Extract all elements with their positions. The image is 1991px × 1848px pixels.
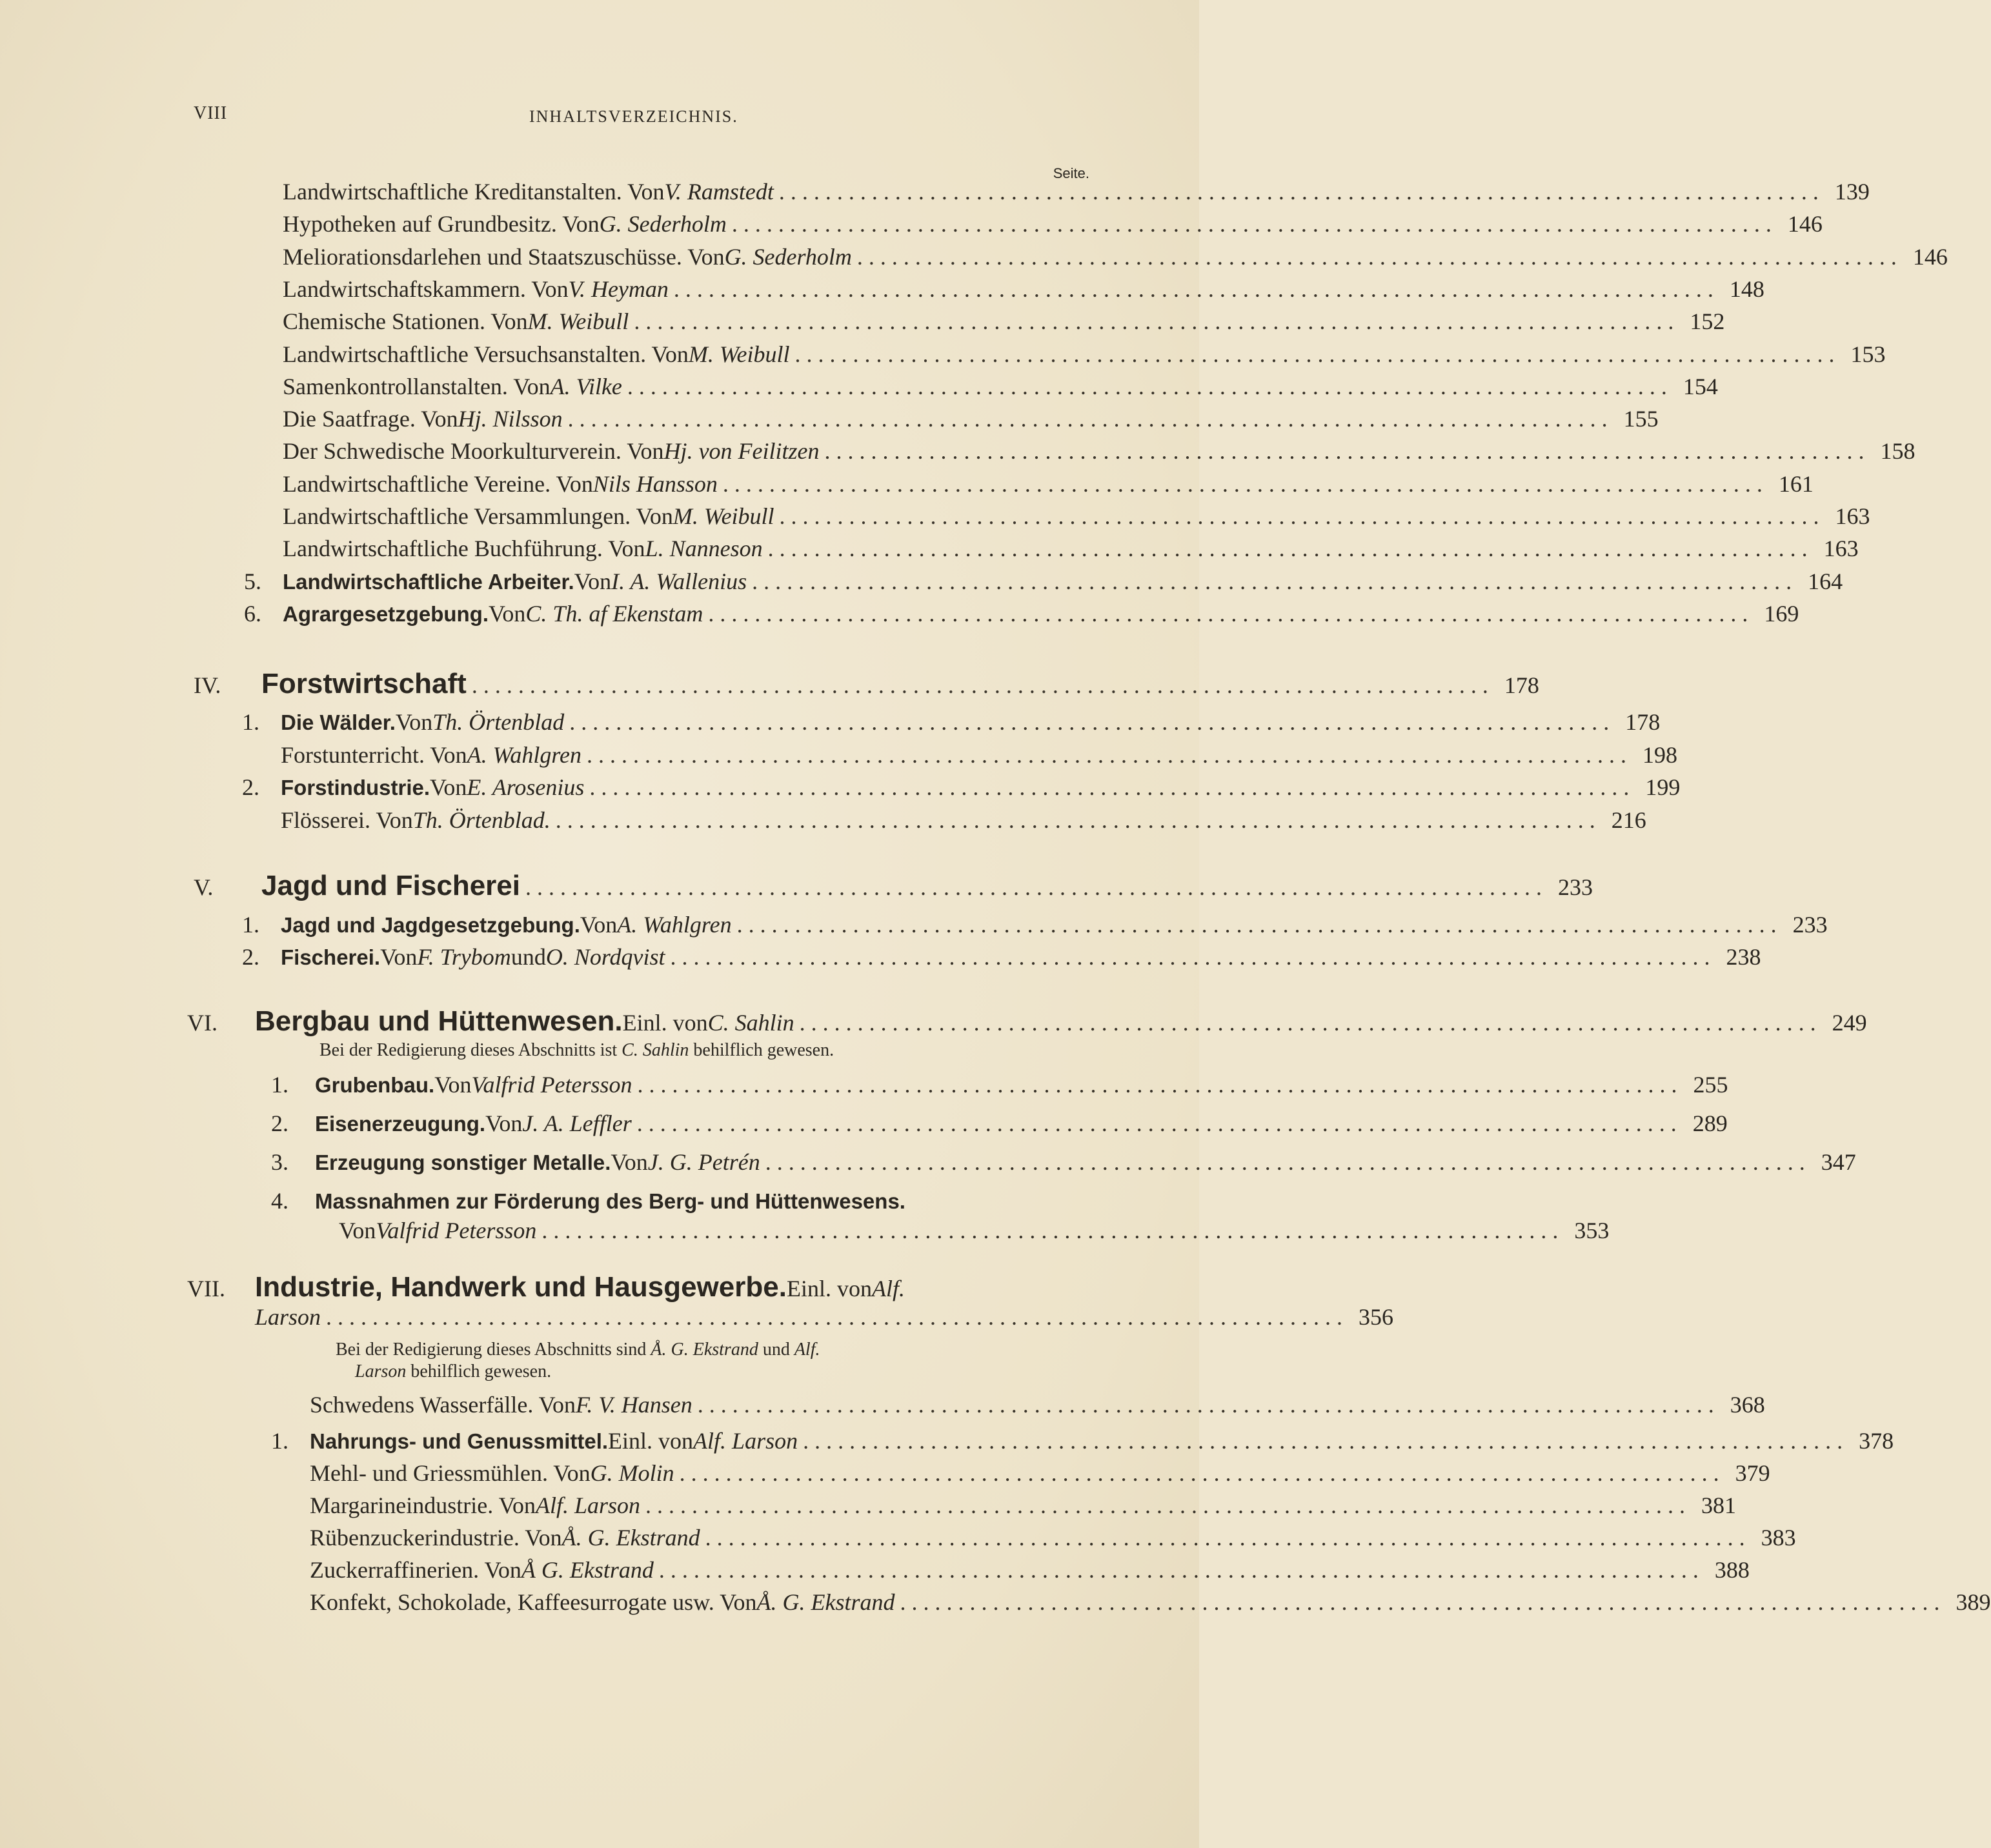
leader-dots: ........................................................................................ [471,672,1494,698]
entry-text: Von [434,1072,472,1098]
page-ref: 163 [1835,503,1870,529]
entry-title-bold: Agrargesetzgebung. [283,601,489,626]
entry-author: Alf. Larson [535,1492,641,1518]
leader-dots: .......................................................................................... [636,1110,1683,1136]
note-author-2: Alf. [794,1340,820,1360]
entry-author: J. A. Leffler [522,1110,632,1136]
leader-dots: .......................................................................................... [637,1072,1683,1098]
leader-dots: .......................................................................................... [779,503,1825,529]
leader-dots: ........................................................................................ [697,1392,1720,1418]
toc-entry [271,1187,1102,1221]
leader-dots: .......................................................................................... [736,912,1783,938]
toc-entry [283,308,1725,341]
page-ref: 216 [1611,807,1646,833]
entry-title-bold: Die Wälder. [281,710,396,734]
entry-title-bold: Nahrungs- und Genussmittel. [310,1429,609,1453]
toc-entry [281,741,1677,775]
leader-dots: .......................................................................................... [778,179,1824,205]
entry-author: A. Vilke [550,373,622,399]
entry-author: Å. G. Ekstrand [561,1525,700,1551]
entry-author: G. Sederholm [724,243,852,270]
section-title: Jagd und Fischerei [261,870,520,901]
entry-author: Th. Örtenblad [432,709,565,735]
entry-text: Landwirtschaftskammern. Von [283,276,569,302]
entry-text: Flösserei. Von [281,807,413,833]
leader-dots: .......................................................................................... [731,211,1777,237]
entry-author: Th. Örtenblad. [412,807,551,833]
entry-text: Von [485,1110,523,1136]
entry-author: V. Heyman [568,276,669,302]
toc-entry [283,276,1764,309]
page-ref: 233 [1557,874,1593,900]
entry-text: Landwirtschaftliche Kreditanstalten. Von [283,179,665,205]
section-roman: V. [194,874,214,900]
entry-author: Alf. Larson [693,1428,798,1454]
leader-dots: .......................................................................................... [803,1428,1849,1454]
entry-text: Von [611,1149,648,1175]
page-ref: 383 [1761,1525,1796,1551]
note-text-mid: und [758,1340,794,1360]
entry-number: 1. [271,1428,288,1454]
entry-author: Valfrid Petersson [376,1218,537,1243]
page-ref: 139 [1834,179,1870,205]
entry-title-bold: Fischerei. [281,945,381,969]
toc-entry [283,405,1659,439]
entry-author: F. Trybom [417,944,511,970]
entry-title-bold: Landwirtschaftliche Arbeiter. [283,569,574,594]
entry-number: 5. [244,568,261,594]
toc-entry [242,708,1661,742]
entry-author: Hj. von Feilitzen [663,438,820,465]
page-ref: 368 [1730,1392,1765,1418]
entry-author: F. V. Hansen [576,1392,692,1418]
einl-author-continued: Larson [255,1304,321,1330]
entry-text: Forstunterricht. Von [281,741,467,768]
entry-author: G. Sederholm [599,211,727,237]
page-ref: 154 [1683,373,1718,399]
leader-dots: .......................................................................................... [567,406,1613,432]
toc-entry [283,437,1915,471]
entry-text: Von [430,774,467,800]
leader-dots: .......................................................................................... [587,741,1632,768]
entry-author: M. Weibull [672,503,774,529]
page-ref: 146 [1787,211,1823,237]
einl-author: C. Sahlin [707,1010,794,1036]
page-ref: 198 [1642,741,1677,768]
page-ref: 163 [1823,536,1859,562]
page-ref: 233 [1792,912,1828,938]
entry-author: Å G. Ekstrand [521,1557,654,1583]
page-ref: 388 [1714,1557,1750,1583]
entry-author: A. Wahlgren [617,912,732,938]
page-ref: 164 [1808,568,1843,594]
einl-label: Einl. von [622,1010,708,1036]
entry-text: Die Saatfrage. Von [283,406,458,432]
page-number-roman: VIII [194,103,228,123]
leader-dots: .......................................................................................... [658,1557,1704,1583]
note-author: C. Sahlin [622,1040,689,1060]
entry-text: Schwedens Wasserfälle. Von [310,1392,576,1418]
note-text: Bei der Redigierung dieses Abschnitts sind [336,1340,651,1360]
entry-number: 1. [242,709,259,735]
entry-number: 2. [242,944,259,970]
entry-author: C. Th. af Ekenstam [525,600,703,627]
leader-dots: .......................................................................................... [708,600,1754,627]
entry-text: Von [380,944,418,970]
entry-number: 4. [271,1188,288,1214]
section-roman: VII. [187,1276,225,1301]
section-roman: VI. [187,1010,217,1036]
note-author: Å. G. Ekstrand [651,1340,758,1360]
entry-text: Margarineindustrie. Von [310,1492,536,1518]
leader-dots: .......................................................................................... [555,807,1601,833]
entry-text: Von [580,912,618,938]
leader-dots: .......................................................................................... [856,243,1903,270]
section-vii-note-continued [355,1361,551,1382]
einl-author: Alf. [871,1276,905,1301]
leader-dots: ........................................................................................ [525,874,1548,900]
page-ref: 178 [1625,709,1661,735]
page-ref: 178 [1504,672,1539,698]
entry-author: E. Arosenius [467,774,585,800]
entry-number: 1. [271,1072,288,1098]
section-vi-note [319,1040,834,1061]
page-ref: 249 [1832,1010,1867,1036]
toc-entry [283,243,1948,277]
page-ref: 153 [1850,341,1886,367]
leader-dots: .......................................................................................... [824,438,1870,465]
entry-number: 2. [271,1110,288,1136]
page-ref: 389 [1956,1589,1991,1615]
entry-title-bold: Eisenerzeugung. [315,1112,486,1136]
page-ref: 356 [1359,1304,1394,1330]
entry-text: Mehl- und Griessmühlen. Von [310,1460,591,1486]
toc-entry [310,1492,1737,1525]
entry-author: A. Wahlgren [467,741,581,768]
page-ref: 148 [1729,276,1764,302]
entry-author: L. Nanneson [645,536,763,562]
entry-author: Hj. Nilsson [458,406,563,432]
entry-number: 1. [242,912,259,938]
running-title: INHALTSVERZEICHNIS. [529,107,738,126]
section-title: Bergbau und Hüttenwesen. [255,1005,623,1037]
entry-title-bold: Grubenbau. [315,1073,435,1097]
page-ref: 378 [1859,1428,1894,1454]
entry-text: Konfekt, Schokolade, Kaffeesurrogate usw. Von [310,1589,757,1615]
section-iv-row [194,668,1539,701]
seite-label: Seite. [1053,165,1089,181]
page-ref: 146 [1912,243,1948,270]
toc-entry [244,568,1843,601]
leader-dots: ........................................................................................ [326,1304,1349,1330]
toc-entry [271,1071,1728,1105]
leader-dots: .......................................................................................... [705,1525,1751,1551]
toc-entry [310,1460,1770,1493]
entry-author: Nils Hansson [592,470,718,497]
entry-text: Von [395,709,433,735]
leader-dots: .......................................................................................... [673,276,1719,302]
page-ref: 169 [1764,600,1799,627]
leader-dots: .......................................................................................... [679,1460,1725,1486]
entry-text: Der Schwedische Moorkulturverein. Von [283,438,664,465]
note-text-end: behilflich gewesen. [689,1040,834,1060]
leader-dots: .......................................................................................... [670,944,1716,970]
toc-entry [244,600,1799,634]
page-ref: 289 [1692,1110,1728,1136]
section-vii-row-continued [255,1303,1394,1337]
toc-entry [310,1524,1796,1558]
page-ref: 238 [1726,944,1761,970]
toc-entry [310,1391,1765,1425]
note-text: Bei der Redigierung dieses Abschnitts ist [319,1040,622,1060]
entry-text: Samenkontrollanstalten. Von [283,373,551,399]
section-v-row [194,870,1593,903]
entry-text: Rübenzuckerindustrie. Von [310,1525,562,1551]
entry-author: Valfrid Petersson [471,1072,632,1098]
section-vi-row [187,1005,1867,1039]
toc-entry-continued [339,1217,1610,1250]
leader-dots: .......................................................................................... [794,341,1841,367]
leader-dots: .......................................................................................... [900,1589,1946,1615]
page-ref: 381 [1701,1492,1737,1518]
toc-entry [283,470,1814,504]
toc-entry [271,1149,1856,1182]
toc-entry [283,503,1870,536]
einl-label: Einl. von [786,1276,872,1301]
entry-title-bold: Forstindustrie. [281,776,430,799]
entry-title-bold: Massnahmen zur Förderung des Berg- und Hüttenwesens. [315,1189,905,1213]
section-vii-note [336,1340,820,1360]
entry-text: Landwirtschaftliche Versammlungen. Von [283,503,673,529]
entry-text: Meliorationsdarlehen und Staatszuschüsse. Von [283,243,725,270]
entry-author: M. Weibull [527,308,629,335]
page-ref: 155 [1623,406,1659,432]
entry-text: Chemische Stationen. Von [283,308,528,335]
page-ref: 347 [1821,1149,1856,1175]
toc-entry [283,373,1718,407]
page-ref: 255 [1693,1072,1728,1098]
page-ref: 353 [1574,1218,1610,1243]
entry-text: Von [489,600,526,627]
entry-number: 3. [271,1149,288,1175]
entry-author: J. G. Petrén [647,1149,760,1175]
toc-entry [281,807,1646,840]
entry-text: Von [339,1218,376,1243]
toc-entry [242,774,1681,807]
toc-entry [283,178,1870,212]
entry-number: 6. [244,600,261,627]
leader-dots: .......................................................................................... [589,774,1635,800]
entry-author: I. A. Wallenius [611,568,747,594]
page-ref: 161 [1778,470,1814,497]
leader-dots: ........................................................................................ [799,1010,1822,1036]
entry-author: G. Molin [590,1460,674,1486]
toc-entry [310,1556,1750,1590]
toc-entry [242,911,1828,945]
entry-text-2: und [510,944,546,970]
entry-text: Landwirtschaftliche Buchführung. Von [283,536,645,562]
entry-text: Von [574,568,612,594]
entry-author-2: O. Nordqvist [545,944,665,970]
leader-dots: .......................................................................................... [752,568,1798,594]
toc-entry [283,341,1886,374]
leader-dots: .......................................................................................... [722,470,1768,497]
leader-dots: .......................................................................................... [765,1149,1811,1175]
section-title: Forstwirtschaft [261,668,467,699]
entry-text: Einl. von [608,1428,694,1454]
entry-author: Å. G. Ekstrand [756,1589,895,1615]
leader-dots: ........................................................................................ [541,1218,1564,1243]
toc-entry [242,943,1761,977]
note-author-continued: Larson [355,1361,407,1381]
leader-dots: .......................................................................................... [627,373,1673,399]
entry-author: M. Weibull [688,341,790,367]
leader-dots: .......................................................................................... [645,1492,1692,1518]
entry-title-bold: Jagd und Jagdgesetzgebung. [281,913,580,937]
entry-text: Landwirtschaftliche Vereine. Von [283,470,593,497]
page-ref: 152 [1690,308,1725,335]
entry-title-bold: Erzeugung sonstiger Metalle. [315,1150,611,1174]
toc-entry [283,535,1859,568]
toc-entry [310,1589,1991,1622]
leader-dots: .......................................................................................... [569,709,1615,735]
page-ref: 199 [1645,774,1681,800]
leader-dots: .......................................................................................... [634,308,1680,335]
entry-text: Zuckerraffinerien. Von [310,1557,521,1583]
page-ref: 158 [1880,438,1915,465]
note-text-end: behilflich gewesen. [406,1361,552,1381]
entry-author: V. Ramstedt [664,179,774,205]
page-ref: 379 [1735,1460,1770,1486]
toc-entry [283,210,1823,244]
entry-text: Landwirtschaftliche Versuchsanstalten. Von [283,341,689,367]
section-roman: IV. [194,672,221,698]
toc-entry [271,1427,1894,1461]
toc-entry [271,1110,1728,1143]
section-title: Industrie, Handwerk und Hausgewerbe. [255,1271,787,1303]
entry-number: 2. [242,774,259,800]
section-vii-row [187,1271,1102,1305]
entry-text: Hypotheken auf Grundbesitz. Von [283,211,600,237]
leader-dots: .......................................................................................... [767,536,1814,562]
